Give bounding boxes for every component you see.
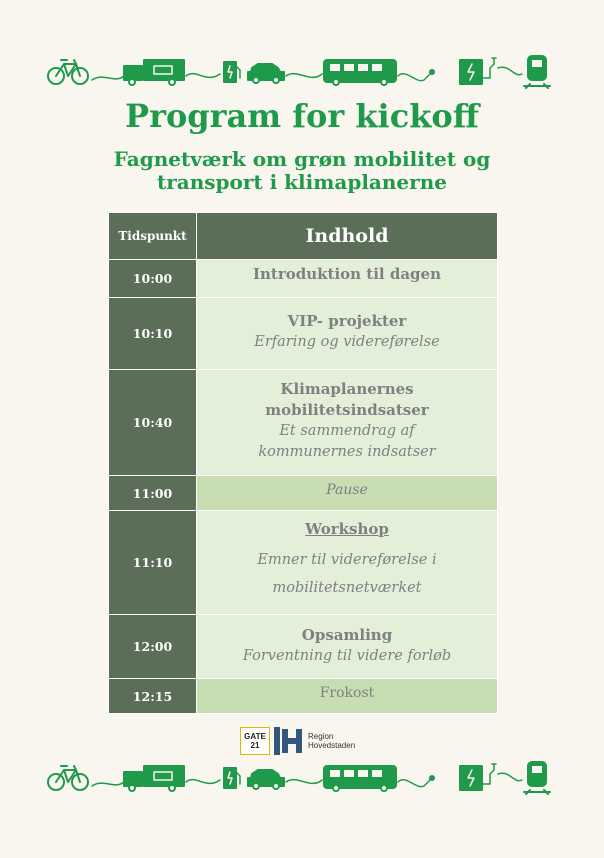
item-title: Klimaplanernes mobilitetsindsatser	[265, 380, 429, 419]
train-icon	[524, 762, 550, 794]
electric-bus-icon	[324, 60, 396, 85]
row-time: 10:10	[109, 298, 197, 370]
table-header-row	[109, 213, 498, 260]
row-time: 12:15	[109, 679, 197, 714]
item-text: Pause	[326, 482, 368, 498]
electric-truck-icon	[124, 60, 184, 85]
row-content	[197, 476, 498, 511]
page-title: Program for kickoff	[125, 97, 479, 135]
workshop-link[interactable]: Workshop	[305, 520, 389, 538]
item-subtitle: Emner til videreførelse i mobilitetsnetværket	[257, 552, 437, 596]
item-subtitle: Et sammendrag af kommunernes indsatser	[258, 423, 436, 460]
row-time: 10:00	[109, 260, 197, 298]
item-subtitle: Erfaring og videreførelse	[254, 334, 440, 350]
row-time: 11:10	[109, 511, 197, 615]
ev-charger-icon	[460, 764, 496, 790]
program-table	[108, 212, 498, 714]
region-hovedstaden-logo	[274, 727, 355, 755]
row-content	[197, 298, 498, 370]
row-content	[197, 511, 498, 615]
table-row	[109, 679, 498, 714]
train-icon	[524, 56, 550, 88]
row-content	[197, 679, 498, 714]
row-content	[197, 370, 498, 476]
row-content	[197, 615, 498, 679]
column-header-content: Indhold	[197, 213, 498, 260]
charging-station-icon	[224, 768, 240, 788]
gate21-logo-number: 21	[250, 741, 260, 750]
car-icon	[248, 64, 284, 83]
region-h-icon	[274, 727, 304, 755]
item-text: Frokost	[319, 685, 375, 701]
page-subtitle: Fagnetværk om grøn mobilitet og transport i klimaplanerne	[113, 147, 491, 194]
table-row	[109, 615, 498, 679]
row-content	[197, 260, 498, 298]
column-header-time: Tidspunkt	[109, 213, 197, 260]
bicycle-icon	[48, 60, 88, 84]
charging-station-icon	[224, 62, 240, 82]
row-time: 12:00	[109, 615, 197, 679]
electric-bus-icon	[324, 766, 396, 791]
item-title: Opsamling	[301, 626, 393, 644]
row-time: 10:40	[109, 370, 197, 476]
car-icon	[248, 770, 284, 789]
transport-icon-strip-bottom	[44, 760, 556, 796]
ev-charger-icon	[460, 58, 496, 84]
partner-logos	[240, 726, 355, 756]
region-name: Hovedstaden	[308, 741, 356, 750]
region-label: Region	[308, 732, 334, 741]
gate21-logo-text: GATE	[244, 732, 266, 741]
table-row	[109, 370, 498, 476]
item-subtitle: Forventning til videre forløb	[242, 648, 452, 664]
gate21-logo	[240, 727, 270, 755]
bicycle-icon	[48, 766, 88, 790]
table-row	[109, 260, 498, 298]
item-title: VIP- projekter	[287, 312, 407, 330]
row-time: 11:00	[109, 476, 197, 511]
transport-icon-strip-top	[44, 54, 556, 90]
table-row	[109, 298, 498, 370]
table-row	[109, 511, 498, 615]
table-row	[109, 476, 498, 511]
electric-truck-icon	[124, 766, 184, 791]
item-title: Introduktion til dagen	[253, 265, 441, 283]
